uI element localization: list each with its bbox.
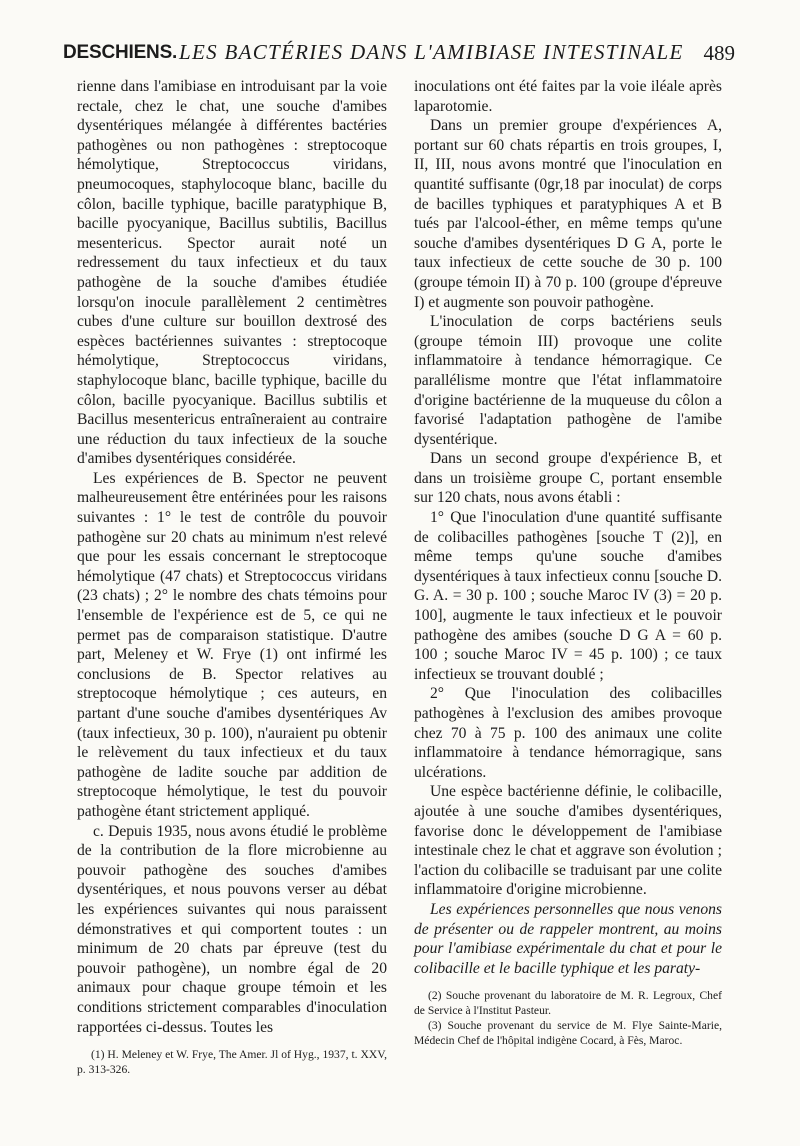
paragraph: rienne dans l'amibiase en introduisant par la voie rectale, chez le chat, une souche d'amibes dysentériques mélangée à différentes bactéries pathogènes ou non pathogènes : streptocoque hémolytique, Streptococcus viridans, pneumocoques, staphylocoque blanc, bacille du côlon, bacille typhique, bacille paratyphique B, bacille pyocyanique, Bacillus subtilis, Bacillus mesentericus. Spector aurait noté un redressement du taux infectieux et du taux pathogène de la souche d'amibes étudiée lorsqu'on inocule parallèlement 2 centimètres cubes d'une culture sur bouillon dextrosé des espèces bactériennes suivantes : streptocoque hémolytique, Streptococcus viridans, staphylocoque blanc, bacille typhique, bacille du côlon, bacille pyocyanique. Bacillus subtilis et Bacillus mesentericus entraîneraient au contraire une réduction du taux infectieux de la souche d'amibes dysentériques considérée. <box>77 78 387 468</box>
footnote: (3) Souche provenant du service de M. Flye Sainte-Marie, Médecin Chef de l'hôpital indigène Cocard, à Fès, Maroc. <box>414 1019 722 1048</box>
left-column <box>77 77 387 1077</box>
paragraph: Une espèce bactérienne définie, le colibacille, ajoutée à une souche d'amibes dysentériques, favorise donc le développement de l'amibiase intestinale chez le chat et aggrave son évolution ; l'action du colibacille se traduisant par une colite inflammatoire d'origine microbienne. <box>414 783 722 899</box>
paragraph: inoculations ont été faites par la voie iléale après laparotomie. <box>414 78 722 115</box>
footnote-separator <box>414 978 722 988</box>
header-author: DESCHIENS. <box>63 42 178 63</box>
paragraph: Dans un second groupe d'expérience B, et dans un troisième groupe C, portant ensemble sur 120 chats, nous avons établi : <box>414 450 722 507</box>
page-number: 489 <box>703 41 735 65</box>
paragraph: Les expériences personnelles que nous venons de présenter ou de rappeler montrent, au moins pour l'amibiase expérimentale du chat et pour le colibacille et le bacille typhique et les paraty- <box>414 900 722 977</box>
paragraph: 1° Que l'inoculation d'une quantité suffisante de colibacilles pathogènes [souche T (2)], en même temps qu'une souche d'amibes dysentériques à taux infectieux connu [souche D. G. A. = 30 p. 100 ; souche Maroc IV (3) = 20 p. 100], augmente le taux infectieux et le pouvoir pathogène des amibes (souche D G A = 60 p. 100 ; souche Maroc IV = 45 p. 100) ; ce taux infectieux se trouvant doublé ; <box>414 509 722 683</box>
footnote-separator <box>77 1037 387 1047</box>
footnote: (2) Souche provenant du laboratoire de M. R. Legroux, Chef de Service à l'Institut Pasteur. <box>414 989 722 1018</box>
footnote: (1) H. Meleney et W. Frye, The Amer. Jl of Hyg., 1937, t. XXV, p. 313-326. <box>77 1048 387 1077</box>
paragraph: Dans un premier groupe d'expériences A, portant sur 60 chats répartis en trois groupes, I, II, III, nous avons montré que l'inoculation en quantité suffisante (0gr,18 par inoculat) de corps de bacilles typhiques et paratyphiques A et B tués par l'alcool-éther, en même temps qu'une souche d'amibes dysentériques D G A, porte le taux infectieux de cette souche de 30 p. 100 (groupe témoin II) à 70 p. 100 (groupe d'épreuve I) et augmente son pouvoir pathogène. <box>414 117 722 311</box>
paragraph: Les expériences de B. Spector ne peuvent malheureusement être entérinées pour les raisons suivantes : 1° le test de contrôle du pouvoir pathogène sur 20 chats au minimum n'est relevé que pour les essais concernant le streptocoque hémolytique (47 chats) et Streptococcus viridans (23 chats) ; 2° le nombre des chats témoins pour l'ensemble de l'expérience est de 5, ce qui ne permet pas de comparaison statistique. D'autre part, Meleney et W. Frye (1) ont infirmé les conclusions de B. Spector relatives au streptocoque hémolytique ; ces auteurs, en partant d'une souche d'amibes dysentériques Av (taux infectieux, 30 p. 100), n'auraient pu obtenir le relèvement du taux infectieux et du taux pathogène de ladite souche par addition de streptocoque hémolytique, le test du pouvoir pathogène étant strictement appliqué. <box>77 469 387 820</box>
paragraph: 2° Que l'inoculation des colibacilles pathogènes à l'exclusion des amibes provoque chez 70 à 75 p. 100 des animaux une colite inflammatoire à tendance hémorragique, sans ulcérations. <box>414 685 722 781</box>
right-column <box>414 77 722 1048</box>
running-header <box>63 40 735 72</box>
header-title: LES BACTÉRIES DANS L'AMIBIASE INTESTINALE <box>179 40 684 64</box>
paragraph: L'inoculation de corps bactériens seuls (groupe témoin III) provoque une colite inflammatoire à tendance hémorragique. Ce parallélisme montre que l'état inflammatoire d'origine bactérienne de la muqueuse du côlon a favorisé l'adaptation pathogène de l'amibe dysentérique. <box>414 313 722 448</box>
paragraph: c. Depuis 1935, nous avons étudié le problème de la contribution de la flore microbienne au pouvoir pathogène des souches d'amibes dysentériques, et nous pouvons verser au débat les expériences suivantes qui nous paraissent démonstratives et qui comportent toutes : un minimum de 20 chats par épreuve (test du pouvoir pathogène), un nombre égal de 20 animaux pour chaque groupe témoin et les conditions strictement comparables d'inoculation rapportées ci-dessus. Toutes les <box>77 822 387 1036</box>
